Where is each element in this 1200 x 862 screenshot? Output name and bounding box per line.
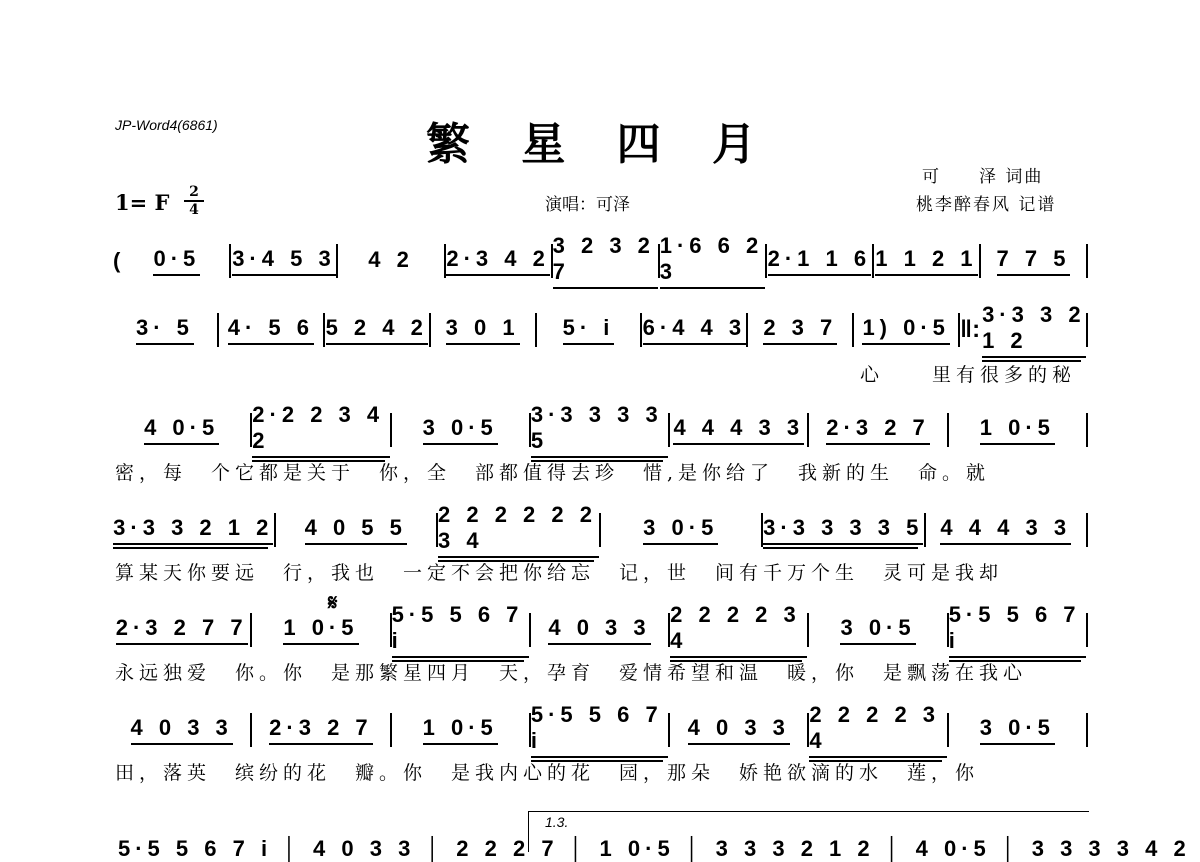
measure (874, 246, 979, 276)
measure-notes: 1) 0·5 (862, 315, 949, 345)
measure (446, 246, 551, 276)
measure-notes: 4 0 5 5 (305, 515, 407, 545)
measure (809, 702, 946, 758)
measure (660, 233, 765, 289)
measure-notes: 4 4 4 3 3 (673, 415, 804, 445)
measure (252, 615, 389, 645)
measure-notes: 1 1 2 1 (875, 246, 977, 276)
software-source-label: JP-Word4(6861) (115, 117, 218, 133)
measure (392, 415, 529, 445)
measure (670, 715, 807, 745)
measure (392, 602, 529, 658)
measure-notes: 3 0·5 (423, 415, 498, 445)
measure (981, 246, 1086, 276)
measure (809, 415, 946, 445)
measure-notes: 5 2 4 2 (326, 315, 428, 345)
lyrics-line: 心 里有很多的秘 (860, 364, 1077, 386)
measure (949, 715, 1086, 745)
measure (113, 615, 250, 645)
time-signature-numerator: 2 (184, 184, 204, 202)
measure-notes: 2·1 1 6 (768, 246, 872, 276)
measure (252, 402, 389, 458)
measure-notes: 4 2 (368, 247, 414, 272)
measure-notes: 2 3 7 (763, 315, 837, 345)
measure-notes: 5· i (563, 315, 615, 345)
singer-credit: 演唱：可泽 (545, 195, 630, 215)
measure (537, 315, 641, 345)
measure-notes: 2·3 4 2 (446, 246, 550, 276)
measure-notes: 1·6 6 2 3 (660, 233, 765, 289)
bar-line (1086, 513, 1088, 547)
measure (670, 602, 807, 658)
notation-staff-row (113, 702, 1088, 753)
measure-notes: 2·3 2 7 7 (116, 615, 248, 645)
measure (763, 515, 924, 545)
measure (531, 702, 668, 758)
measure-notes: 5·5 5 6 7 i (392, 602, 529, 658)
measure-notes: 3·3 3 2 1 2 (982, 302, 1086, 358)
measure-notes: 3 0 1 (446, 315, 520, 345)
measure (670, 415, 807, 445)
measure-notes: 2 2 2 2 3 4 (670, 602, 807, 658)
measure-notes: 3·3 3 3 3 5 (531, 402, 668, 458)
measure (982, 302, 1086, 358)
measure (124, 246, 229, 276)
measure-notes: 2·3 2 7 (826, 415, 930, 445)
measure (642, 315, 746, 345)
measure (601, 515, 762, 545)
lyrics-line: 密，每 个它都是关于 你，全 部都值得去珍 惜,是你给了 我新的生 命。就 (115, 462, 991, 484)
bar-line (1086, 713, 1088, 747)
notation-staff-row (113, 233, 1088, 284)
measure-notes: 3 0·5 (840, 615, 915, 645)
measure (854, 315, 958, 345)
measure (531, 402, 668, 458)
measure-notes: 2 2 2 2 3 4 (809, 702, 946, 758)
measure (113, 415, 250, 445)
measure-notes: 3·4 5 3 (232, 246, 336, 276)
measure (531, 615, 668, 645)
measure (926, 515, 1087, 545)
bar-line (1086, 613, 1088, 647)
measure-notes: 3 0·5 (643, 515, 718, 545)
measure-notes: 4 0·5 (144, 415, 219, 445)
song-title: 繁 星 四 月 (426, 119, 774, 170)
measure (276, 515, 437, 545)
measure-notes: 3·3 3 3 3 5 (763, 515, 923, 545)
measure (809, 615, 946, 645)
measure (949, 602, 1086, 658)
measure-notes: 2 2 2 2 2 2 3 4 (438, 502, 599, 558)
measure (325, 315, 429, 345)
measure (748, 315, 852, 345)
notation-staff-row (113, 302, 1088, 353)
lyrics-line: 算某天你要远 行，我也 一定不会把你给忘 记，世 间有千万个生 灵可是我却 (115, 562, 1004, 584)
measure (113, 715, 250, 745)
measure (219, 315, 323, 345)
measure-notes: 3 0·5 (980, 715, 1055, 745)
measure-notes: 5·5 5 6 7 i (531, 702, 668, 758)
bar-line (1086, 244, 1088, 278)
time-signature-denominator: 4 (189, 202, 199, 218)
measure (231, 246, 336, 276)
measure-notes: 6·4 4 3 (643, 315, 747, 345)
measure-notes: 3 2 3 2 7 (553, 233, 658, 289)
lyrics-line: 永远独爱 你。你 是那繁星四月 天，孕育 爱情希望和温 暖，你 是飘荡在我心 (115, 662, 1028, 684)
measure-notes: 2·2 2 3 4 2 (252, 402, 389, 458)
intro-paren: ( (113, 248, 121, 273)
notation-staff-row (113, 402, 1088, 453)
measure-notes: 4 0 3 3 (131, 715, 233, 745)
measure (767, 246, 872, 276)
measure (949, 415, 1086, 445)
measure-notes: 4 0 3 3 (688, 715, 790, 745)
measure (338, 247, 443, 275)
measure-notes: 7 7 5 (997, 246, 1071, 276)
volta-label: 1.3. (545, 814, 569, 830)
time-signature (184, 184, 204, 218)
measure-notes: 1 0·5 (423, 715, 498, 745)
repeat-start-sign: ‖: (960, 316, 981, 343)
lyricist-composer-credit: 可 泽 词曲 (922, 167, 1044, 187)
measure (392, 715, 529, 745)
bar-line (1086, 313, 1088, 347)
transcriber-credit: 桃李醉春风 记谱 (916, 195, 1057, 215)
measure (553, 233, 658, 289)
key-signature: 1= F (115, 190, 170, 215)
measure-notes: 3· 5 (136, 315, 194, 345)
measure (431, 315, 535, 345)
measure-notes: 1 0·5 (283, 615, 358, 645)
measure-notes: 3·3 3 2 1 2 (113, 515, 273, 545)
measure (252, 715, 389, 745)
measure-notes: 5·5 5 6 7 i (949, 602, 1086, 658)
notation-staff-row (113, 502, 1088, 553)
measure-notes: 4 4 4 3 3 (940, 515, 1071, 545)
measure-notes: 0·5 (153, 246, 200, 276)
measure-notes: 4 0 3 3 (548, 615, 650, 645)
measure-notes: 2·3 2 7 (269, 715, 373, 745)
bar-line (1086, 413, 1088, 447)
lyrics-line: 田，落英 缤纷的花 瓣。你 是我内心的花 园，那朵 娇艳欲滴的水 莲，你 (115, 762, 980, 784)
measure (113, 515, 274, 545)
measure (438, 502, 599, 558)
measure-notes: 4· 5 6 (228, 315, 314, 345)
segno-icon: 𝄋 (328, 590, 338, 616)
notation-staff-row (113, 602, 1088, 653)
measure-notes: 1 0·5 (980, 415, 1055, 445)
measure (113, 315, 217, 345)
partial-notation-row: 5·5 5 6 7 i │ 4 0 3 3 │ 2 2 2 7 │ 1 0·5 │ 3 3 3 2 1 2 │ 4 0·5 │ 3 3 3 3 4 2 (118, 836, 1191, 861)
